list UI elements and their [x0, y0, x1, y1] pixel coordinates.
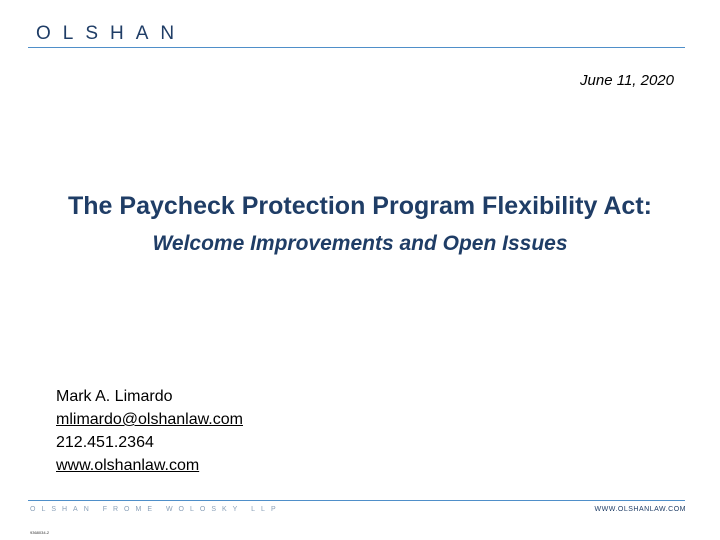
olshan-logo: OLSHAN — [36, 23, 187, 44]
document-id: 9368034-2 — [30, 530, 50, 535]
header-divider — [28, 47, 685, 48]
footer-website: WWW.OLSHANLAW.COM — [594, 506, 686, 513]
contact-block — [56, 385, 243, 477]
presenter-name: Mark A. Limardo — [56, 388, 173, 405]
slide-subtitle: Welcome Improvements and Open Issues — [152, 232, 568, 255]
website-link[interactable]: www.olshanlaw.com — [56, 457, 200, 474]
presentation-date: June 11, 2020 — [580, 72, 674, 89]
footer-divider — [28, 500, 685, 501]
footer-firm-name: OLSHAN FROME WOLOSKY LLP — [30, 506, 282, 513]
email-link[interactable]: mlimardo@olshanlaw.com — [56, 411, 243, 428]
phone-number: 212.451.2364 — [56, 434, 154, 451]
slide-title: The Paycheck Protection Program Flexibility Act: — [68, 192, 652, 220]
